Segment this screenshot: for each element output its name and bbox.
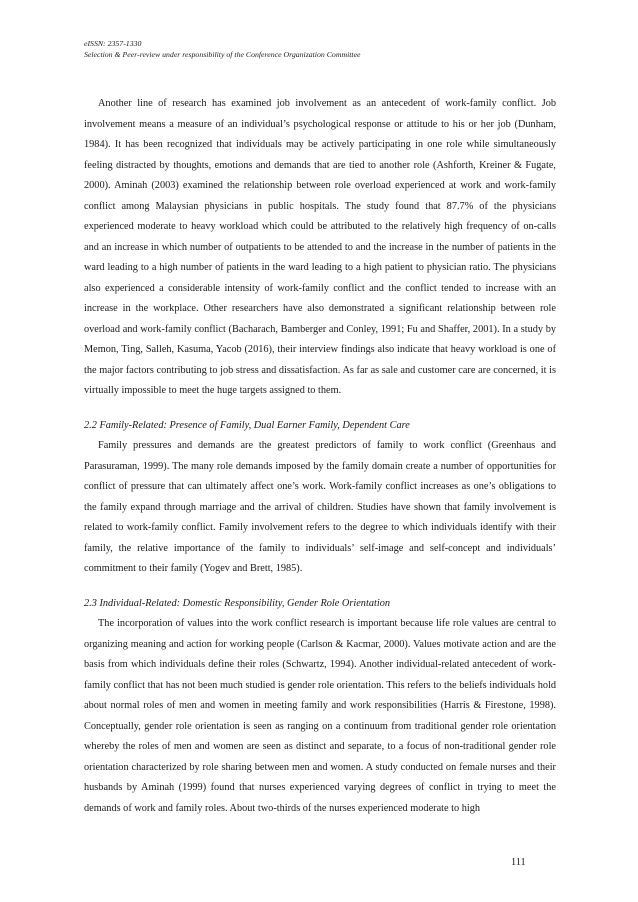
review-line: Selection & Peer-review under responsibility of the Conference Organization Committee xyxy=(84,49,361,59)
page-number: 111 xyxy=(511,857,526,868)
section-heading-2-2: 2.2 Family-Related: Presence of Family, Dual Earner Family, Dependent Care xyxy=(84,419,410,431)
paragraph-job-involvement: Another line of research has examined job involvement as an antecedent of work-family conflict. Job involvement means a measure of an individual’s psychological response or attitude to his or her job (Dunham, 1984). It has been recognized that individuals may be actively participating in one role while simultaneously feeling distracted by thoughts, emotions and demands that are tied to another role (Ashforth, Kreiner & Fugate, 2000). Aminah (2003) examined the relationship between role overload experienced at work and work-family conflict among Malaysian physicians in public hospitals. The study found that 87.7% of the physicians experienced moderate to heavy workload which could be attributed to the relatively high frequency of on-calls and an increase in which number of outpatients to be attended to and the increase in the number of patients in the ward leading to a high number of patients in the ward leading to a high patient to physician ratio. The physicians also experienced a considerable intensity of work-family conflict and the conflict tended to increase with an increase in the workplace. Other researchers have also demonstrated a significant relationship between role overload and work-family conflict (Bacharach, Bamberger and Conley, 1991; Fu and Shaffer, 2001). In a study by Memon, Ting, Salleh, Kasuma, Yacob (2016), their interview findings also indicate that heavy workload is one of the major factors contributing to job stress and dissatisfaction. As far as sale and customer care are concerned, it is virtually impossible to meet the huge targets assigned to them. xyxy=(84,98,556,396)
page-header xyxy=(84,39,554,60)
paragraph-individual-related: The incorporation of values into the work conflict research is important because life role values are central to organizing meaning and action for working people (Carlson & Kacmar, 2000). Values motivate action and are the basis from which individuals define their roles (Schwartz, 1994). Another individual-related antecedent of work-family conflict that has not been much studied is gender role orientation. This refers to the beliefs individuals hold about normal roles of men and women in meeting family and work responsibilities (Harris & Firestone, 1998). Conceptually, gender role orientation is seen as ranging on a continuum from traditional gender role orientation whereby the roles of men and women are seen as distinct and separate, to a focus of non-traditional gender role orientation characterized by role sharing between men and women. A study conducted on female nurses and their husbands by Aminah (1999) found that nurses experienced varying degrees of conflict in trying to meet the demands of work and family roles. About two-thirds of the nurses experienced moderate to high xyxy=(84,618,556,814)
body-text xyxy=(84,94,556,819)
issn-line: eISSN: 2357-1330 xyxy=(84,39,142,48)
section-heading-2-3: 2.3 Individual-Related: Domestic Responsibility, Gender Role Orientation xyxy=(84,597,390,609)
paragraph-family-related: Family pressures and demands are the greatest predictors of family to work conflict (Greenhaus and Parasuraman, 1999). The many role demands imposed by the family domain create a number of opportunities for conflict of pressure that can ultimately affect one’s work. Work-family conflict increases as one’s obligations to the family expand through marriage and the arrival of children. Studies have shown that family involvement is related to work-family conflict. Family involvement refers to the degree to which individuals identify with their family, the relative importance of the family to individuals’ self-image and self-concept and individuals’ commitment to their family (Yogev and Brett, 1985). xyxy=(84,440,556,574)
